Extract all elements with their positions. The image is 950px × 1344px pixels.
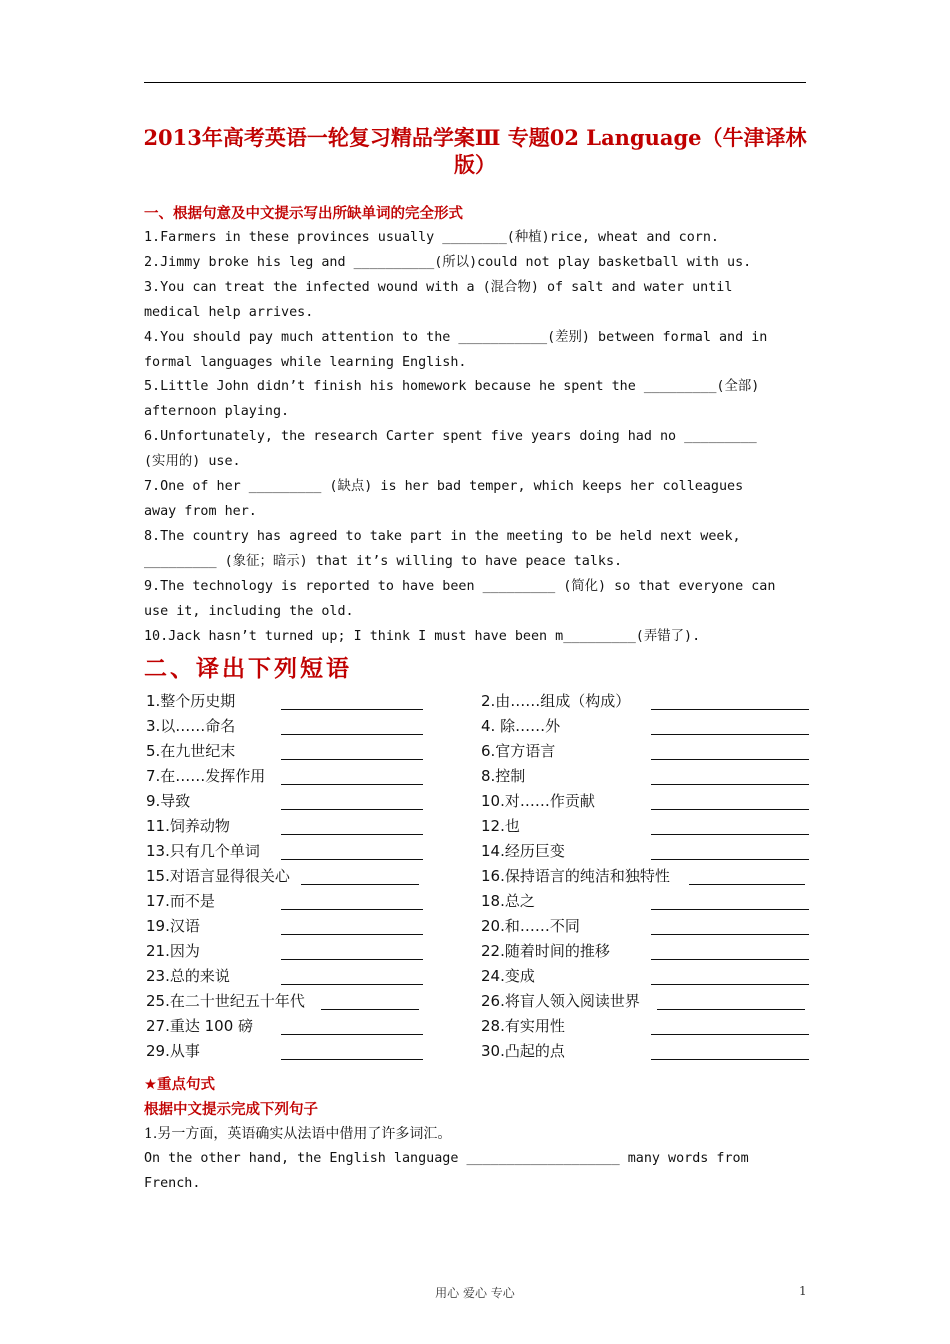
- phrase-right: 30.凸起的点: [481, 1042, 565, 1060]
- answer-blank[interactable]: [651, 934, 809, 935]
- answer-blank[interactable]: [281, 784, 423, 785]
- answer-blank[interactable]: [321, 1009, 419, 1010]
- answer-blank[interactable]: [651, 709, 809, 710]
- phrase-left: 19.汉语: [146, 917, 200, 935]
- answer-blank[interactable]: [657, 1009, 805, 1010]
- sentence-line: use it, including the old.: [144, 603, 354, 619]
- phrase-left: 27.重达 100 磅: [146, 1017, 254, 1035]
- sentence-line: medical help arrives.: [144, 304, 314, 320]
- phrase-right: 12.也: [481, 817, 520, 835]
- phrase-right: 14.经历巨变: [481, 842, 565, 860]
- phrase-right: 18.总之: [481, 892, 535, 910]
- sentence-line: _________ (象征；暗示) that it’s willing to have peace talks.: [144, 553, 623, 569]
- answer-blank[interactable]: [281, 734, 423, 735]
- phrase-right: 10.对……作贡献: [481, 792, 595, 810]
- sentence-line: 3.You can treat the infected wound with a (混合物) of salt and water until: [144, 279, 733, 295]
- phrase-left: 15.对语言显得很关心: [146, 867, 290, 885]
- page-footer: 用心 爱心 专心: [435, 1286, 515, 1300]
- sentence-line: 8.The country has agreed to take part in the meeting to be held next week,: [144, 528, 741, 544]
- answer-blank[interactable]: [651, 959, 809, 960]
- answer-blank[interactable]: [281, 984, 423, 985]
- section-1-heading: 一、根据句意及中文提示写出所缺单词的完全形式: [144, 206, 463, 222]
- page-number: 1: [799, 1284, 807, 1298]
- phrase-left: 5.在九世纪末: [146, 742, 236, 760]
- phrase-left: 23.总的来说: [146, 967, 230, 985]
- phrase-right: 4. 除……外: [481, 717, 561, 735]
- chinese-prompt: 1.另一方面，英语确实从法语中借用了许多词汇。: [144, 1126, 452, 1142]
- answer-blank[interactable]: [651, 984, 809, 985]
- answer-blank[interactable]: [281, 909, 423, 910]
- sentence-line: French.: [144, 1175, 201, 1191]
- sentence-line: 10.Jack hasn’t turned up; I think I must have been m_________(弄错了).: [144, 628, 701, 644]
- phrase-left: 3.以……命名: [146, 717, 236, 735]
- answer-blank[interactable]: [651, 1059, 809, 1060]
- phrase-left: 11.饲养动物: [146, 817, 230, 835]
- sentence-line: 1.Farmers in these provinces usually ________(种植)rice, wheat and corn.: [144, 230, 719, 245]
- sentence-line: 5.Little John didn’t finish his homework because he spent the _________(全部): [144, 379, 760, 395]
- phrase-right: 6.官方语言: [481, 742, 556, 760]
- answer-blank[interactable]: [281, 809, 423, 810]
- top-rule: [144, 82, 806, 83]
- sentence-line: 4.You should pay much attention to the ___________(差别) between formal and in: [144, 329, 768, 345]
- sentence-line: afternoon playing.: [144, 404, 290, 420]
- answer-blank[interactable]: [281, 759, 423, 760]
- sentence-line: On the other hand, the English language ___________________ many words from: [144, 1151, 749, 1166]
- sentence-line: 7.One of her _________ (缺点) is her bad temper, which keeps her colleagues: [144, 479, 744, 495]
- answer-blank[interactable]: [651, 834, 809, 835]
- answer-blank[interactable]: [651, 784, 809, 785]
- answer-blank[interactable]: [281, 1034, 423, 1035]
- answer-blank[interactable]: [689, 884, 805, 885]
- phrase-right: 2.由……组成（构成）: [481, 692, 631, 710]
- answer-blank[interactable]: [651, 1034, 809, 1035]
- phrase-right: 24.变成: [481, 967, 535, 985]
- sentence-list: [144, 226, 808, 649]
- phrase-left: 7.在……发挥作用: [146, 767, 266, 785]
- phrase-left: 25.在二十世纪五十年代: [146, 992, 305, 1010]
- english-sentence: [144, 1147, 808, 1197]
- answer-blank[interactable]: [281, 859, 423, 860]
- phrase-left: 1.整个历史期: [146, 692, 236, 710]
- answer-blank[interactable]: [651, 759, 809, 760]
- phrase-left: 17.而不是: [146, 892, 215, 910]
- answer-blank[interactable]: [281, 934, 423, 935]
- section-2-heading: 二、译出下列短语: [144, 656, 352, 682]
- phrase-right: 16.保持语言的纯洁和独特性: [481, 867, 670, 885]
- answer-blank[interactable]: [301, 884, 419, 885]
- phrase-right: 22.随着时间的推移: [481, 942, 610, 960]
- sentence-line: 2.Jimmy broke his leg and __________(所以)could not play basketball with us.: [144, 254, 752, 270]
- phrase-right: 26.将盲人领入阅读世界: [481, 992, 640, 1010]
- answer-blank[interactable]: [651, 734, 809, 735]
- key-sentences-instruction: 根据中文提示完成下列句子: [144, 1102, 318, 1118]
- sentence-line: formal languages while learning English.: [144, 354, 467, 370]
- answer-blank[interactable]: [281, 834, 423, 835]
- answer-blank[interactable]: [281, 1059, 423, 1060]
- phrase-right: 8.控制: [481, 767, 526, 785]
- phrase-left: 21.因为: [146, 942, 200, 960]
- answer-blank[interactable]: [651, 809, 809, 810]
- sentence-line: 6.Unfortunately, the research Carter spent five years doing had no _________: [144, 429, 757, 445]
- answer-blank[interactable]: [281, 709, 423, 710]
- answer-blank[interactable]: [651, 909, 809, 910]
- phrase-left: 9.导致: [146, 792, 191, 810]
- phrase-left: 29.从事: [146, 1042, 200, 1060]
- phrase-left: 13.只有几个单词: [146, 842, 260, 860]
- phrase-right: 20.和……不同: [481, 917, 580, 935]
- key-sentences-heading: ★重点句式: [144, 1077, 215, 1093]
- sentence-line: (实用的) use.: [144, 454, 241, 470]
- answer-blank[interactable]: [281, 959, 423, 960]
- phrase-right: 28.有实用性: [481, 1017, 565, 1035]
- sentence-line: 9.The technology is reported to have been _________ (简化) so that everyone can: [144, 578, 776, 594]
- sentence-line: away from her.: [144, 503, 257, 519]
- page-title: 2013年高考英语一轮复习精品学案Ⅲ 专题02 Language（牛津译林版）: [143, 125, 807, 177]
- answer-blank[interactable]: [651, 859, 809, 860]
